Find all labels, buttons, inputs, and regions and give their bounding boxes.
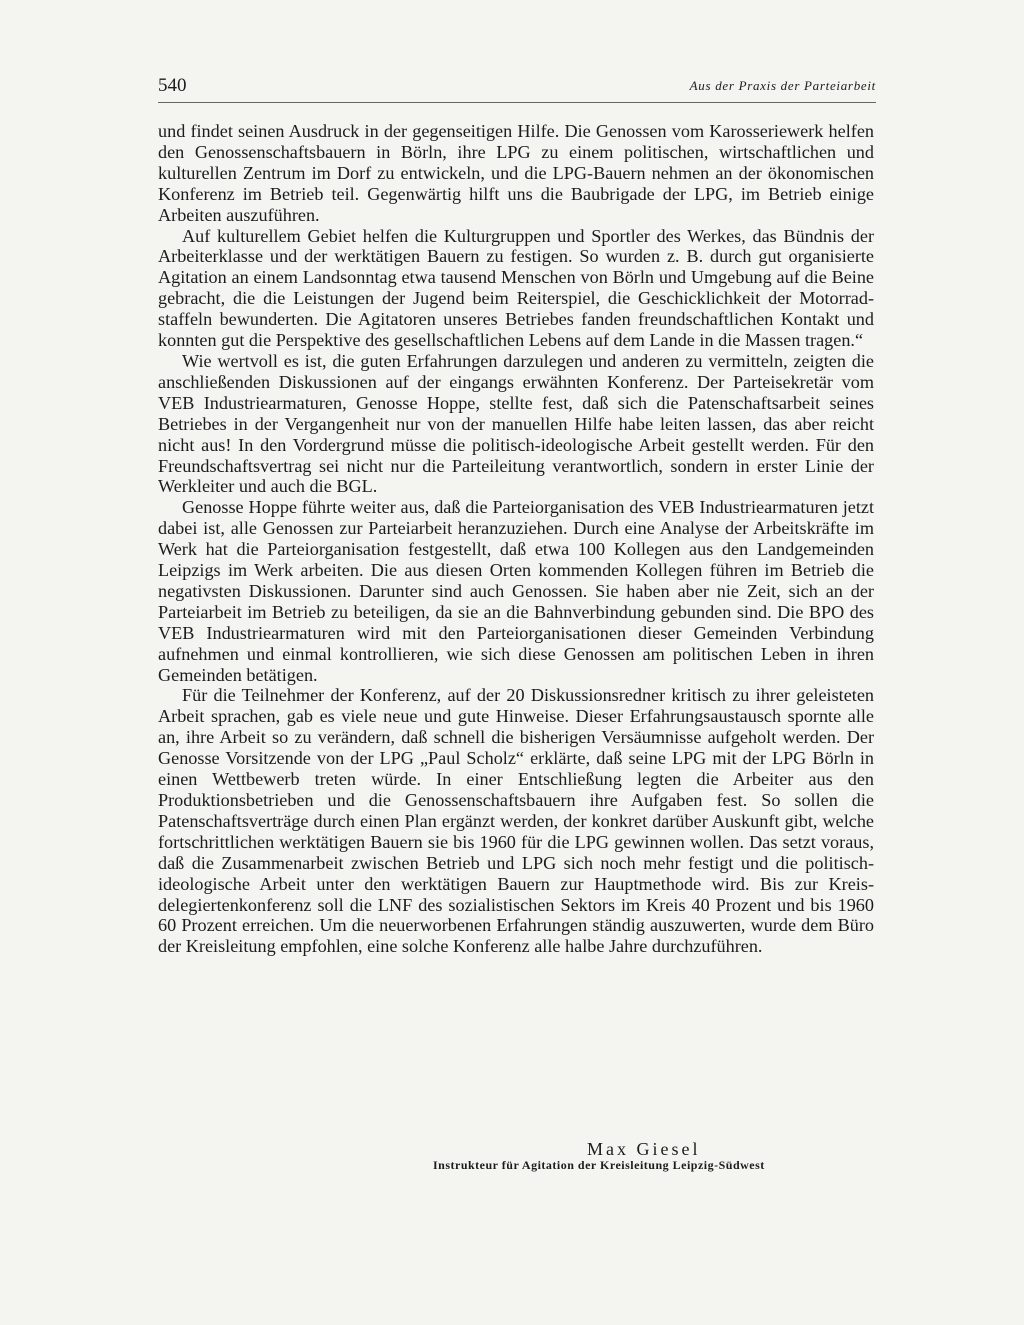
author-name: Max Giesel: [587, 1139, 701, 1159]
paragraph: und findet seinen Ausdruck in der gegenseitigen Hilfe. Die Genossen vom Karosseriewerk helfen den Genossenschaftsbauern in Börln, ihre LPG zu einem politischen, wirtschaftlichen und kulturellen Zentrum im Dorf zu entwickeln, und die LPG-Bauern nehmen an der ökonomischen Konferenz im Betrieb teil. Gegenwärtig hilft uns die Baubrigade der LPG, im Betrieb einige Arbeiten auszuführen.: [158, 121, 874, 225]
paragraph: Für die Teilnehmer der Konferenz, auf der 20 Diskussionsredner kritisch zu ihrer geleisteten Arbeit sprachen, gab es viele neue und gute Hinweise. Dieser Erfahrungsaustausch spornte alle an, ihre Arbeit so zu verändern, daß schnell die bisherigen Versäumnisse aufgeholt werden. Der Genosse Vorsitzende von der LPG „Paul Scholz“ erklärte, daß seine LPG mit der LPG Börln in einen Wettbewerb treten würde. In einer Entschließung legten die Arbeiter aus den Produktionsbetrieben und die Genossenschaftsbauern ihre Aufgaben fest. So sollen die Patenschaftsverträge durch einen Plan ergänzt werden, der konkret darüber Auskunft gibt, welche fortschrittlichen werktätigen Bauern sie bis 1960 für die LPG gewinnen wollen. Das setzt voraus, daß die Zusammenarbeit zwischen Betrieb und LPG sich noch mehr festigt und die politisch-ideologische Arbeit unter den werktätigen Bauern zur Hauptmethode wird. Bis zur Kreisdelegiertenkonferenz soll die LNF des sozialistischen Sektors im Kreis 40 Prozent und bis 1960 60 Prozent erreichen. Um die neuerworbenen Erfahrungen ständig auszuwerten, wurde dem Büro der Kreisleitung empfohlen, eine solche Konferenz alle halbe Jahre durchzuführen.: [158, 685, 874, 957]
paragraph: Genosse Hoppe führte weiter aus, daß die Parteiorganisation des VEB Industriearmaturen jetzt dabei ist, alle Genossen zur Parteiarbeit heranzuziehen. Durch eine Analyse der Arbeitskräfte im Werk hat die Parteiorganisation festgestellt, daß etwa 100 Kollegen aus den Landgemeinden Leipzigs im Werk arbeiten. Die aus diesen Orten kommenden Kollegen führen im Betrieb die negativsten Diskussionen. Darunter sind auch Genossen. Sie haben aber nie Zeit, sich an der Parteiarbeit im Betrieb zu beteiligen, da sie an die Bahnverbindung gebunden sind. Die BPO des VEB Industriearmaturen wird mit den Parteiorganisationen dieser Gemeinden Verbindung aufnehmen und einmal kontrollieren, wie sich diese Genossen am politischen Leben in ihren Gemeinden betätigen.: [158, 497, 874, 685]
paragraph: Wie wertvoll es ist, die guten Erfahrungen darzulegen und anderen zu vermitteln, zeigten die anschließenden Diskussionen auf der eingangs erwähnten Konferenz. Der Parteisekretär vom VEB Industriearmaturen, Genosse Hoppe, stellte fest, daß sich die Patenschaftsarbeit seines Betriebes in der Vergangenheit nur von der manuellen Hilfe habe leiten lassen, das aber reicht nicht aus! In den Vordergrund müsse die politisch-ideologische Arbeit gestellt werden. Für den Freundschaftsvertrag sei nicht nur die Parteileitung verantwortlich, sondern in erster Linie der Werkleiter und auch die BGL.: [158, 350, 874, 497]
article-body: [158, 121, 874, 957]
running-title: Aus der Praxis der Parteiarbeit: [689, 78, 876, 93]
paragraph: Auf kulturellem Gebiet helfen die Kulturgruppen und Sportler des Werkes, das Bündnis der Arbeiterklasse und der werktätigen Bauern zu festigen. So wurden z. B. durch gut organisierte Agitation an einem Landsonntag etwa tausend Menschen von Börln und Umgebung auf die Beine gebracht, die die Leistungen der Jugend beim Reiterspiel, die Geschicklichkeit der Motorradstaffeln bewunderten. Die Agitatoren unseres Betriebes fanden freundschaftlichen Kontakt und konnten gut die Perspektive des gesellschaftlichen Lebens auf dem Lande in die Massen tragen.“: [158, 225, 874, 351]
page-number: 540: [158, 75, 187, 96]
author-title: Instrukteur für Agitation der Kreisleitung Leipzig-Südwest: [433, 1158, 765, 1172]
header-rule: [158, 102, 876, 103]
